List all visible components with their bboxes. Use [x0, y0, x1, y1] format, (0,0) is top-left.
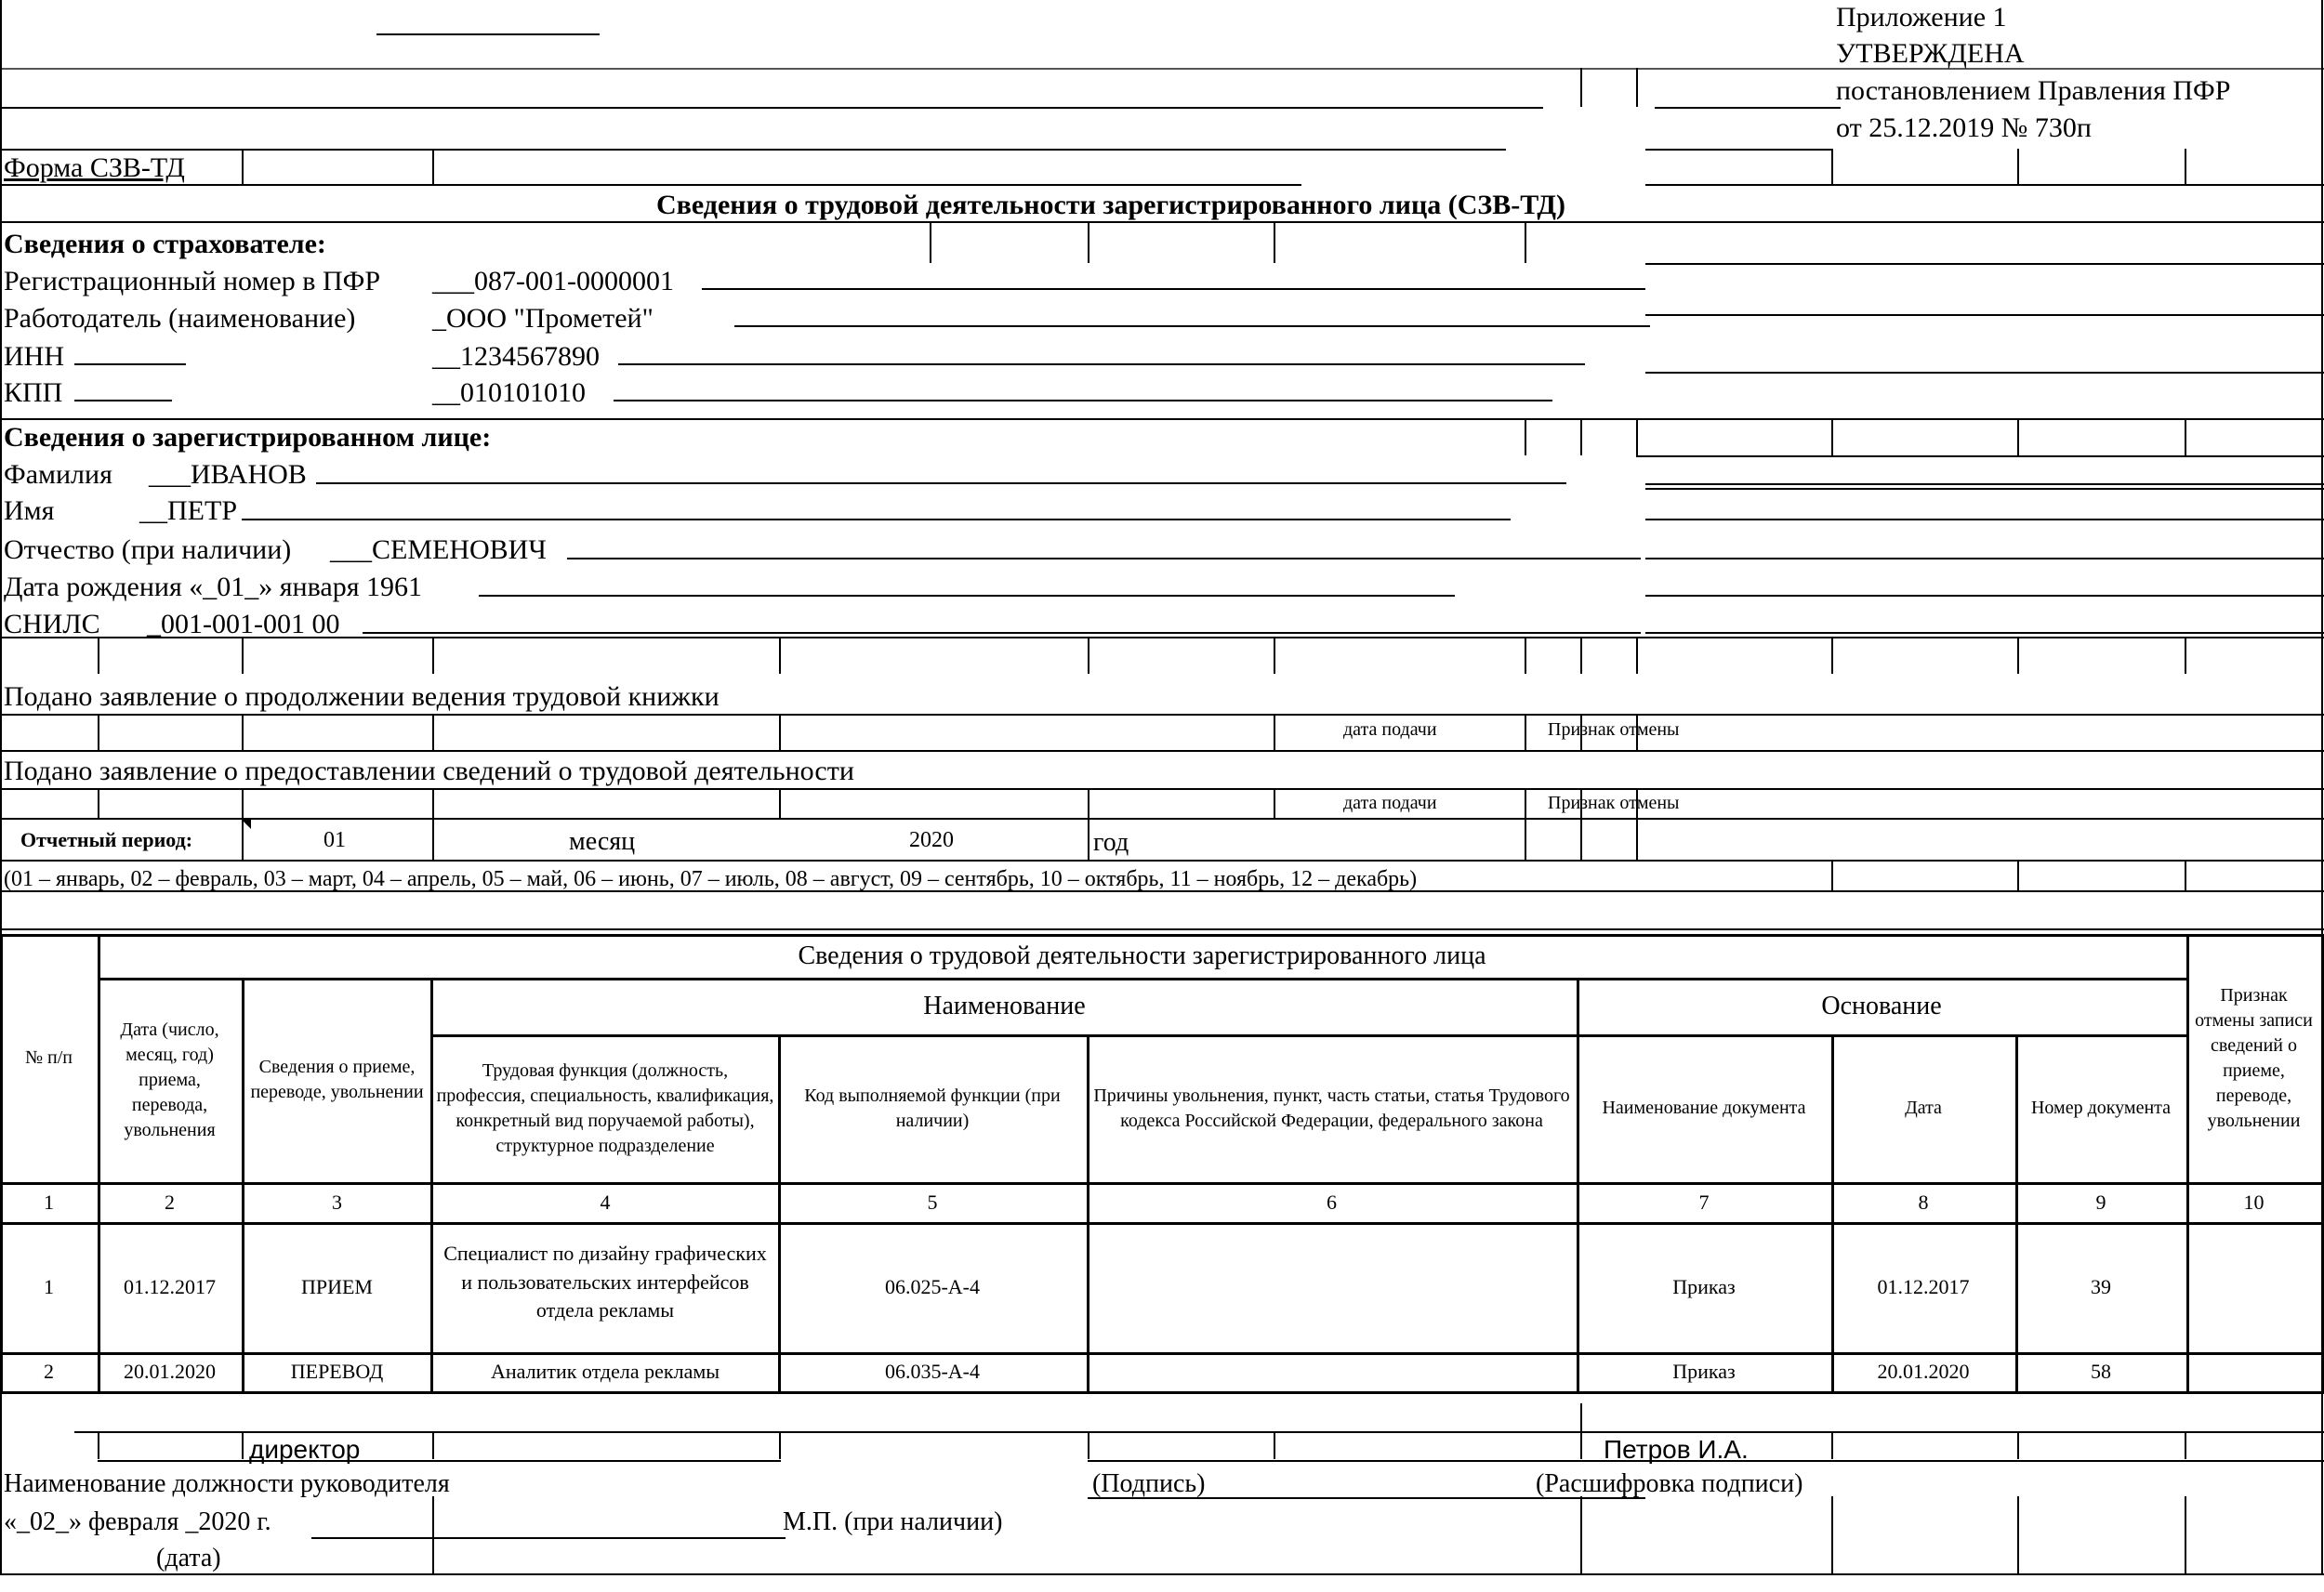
row-2-no: 2 [44, 1360, 54, 1384]
form-code: Форма СЗВ-ТД [4, 152, 185, 183]
row-2-doc-name: Приказ [1672, 1360, 1736, 1384]
col-header-function: Трудовая функция (должность, профессия, специальность, квалификация, конкретный вид поручаемой работы), структурное подразделение [436, 1059, 774, 1156]
col-header-cancel: Признак отмены записи сведений о приеме, переводе, увольнении [2195, 984, 2313, 1131]
row-1-cancel [2186, 1222, 2321, 1352]
col-header-code: Код выполняемой функции (при наличии) [804, 1085, 1061, 1131]
employer-label: Работодатель (наименование) [4, 303, 356, 334]
row-1-doc-no: 39 [2091, 1275, 2111, 1299]
col-number: 9 [2095, 1190, 2106, 1214]
col-header-date: Дата (число, месяц, год) приема, перевода, увольнения [120, 1019, 219, 1140]
submit-date-label-1: дата подачи [1343, 719, 1437, 740]
col-number: 8 [1918, 1190, 1929, 1214]
snils-label: СНИЛС [4, 609, 100, 639]
kpp-label: КПП [4, 377, 63, 408]
row-2-doc-date: 20.01.2020 [1877, 1360, 1970, 1384]
col-number: 6 [1327, 1190, 1337, 1214]
signing-date: «_02_» февраля _2020 г. [4, 1507, 271, 1536]
row-1-doc-name: Приказ [1672, 1275, 1736, 1299]
signer-name-value: Петров И.А. [1604, 1435, 1749, 1464]
col-number: 7 [1698, 1190, 1710, 1214]
annex-label: Приложение 1 [1836, 2, 2007, 33]
row-1-code: 06.025-А-4 [884, 1275, 981, 1299]
surname-value: ___ИВАНОВ [149, 459, 307, 490]
stamp-label: М.П. (при наличии) [783, 1507, 1003, 1536]
surname-label: Фамилия [4, 459, 112, 490]
basis-group-header: Основание [1821, 991, 1942, 1020]
period-month-value: 01 [324, 828, 346, 852]
col-number: 3 [332, 1190, 342, 1214]
name-value: __ПЕТР [139, 495, 237, 526]
birth-date: Дата рождения «_01_» января 1961 [4, 572, 422, 602]
submit-date-label-2: дата подачи [1343, 793, 1437, 813]
approved-label: УТВЕРЖДЕНА [1836, 38, 2025, 69]
col-header-doc-no: Номер документа [2030, 1098, 2172, 1118]
person-heading: Сведения о зарегистрированном лице: [4, 422, 492, 453]
row-2-event: ПЕРЕВОД [290, 1360, 384, 1384]
row-2-function: Аналитик отдела рекламы [490, 1360, 720, 1384]
row-1-reasons [1087, 1222, 1577, 1352]
col-header-doc-name: Наименование документа [1602, 1098, 1806, 1118]
row-2-code: 06.035-А-4 [884, 1360, 981, 1384]
kpp-value: __010101010 [432, 377, 586, 408]
col-number: 4 [600, 1190, 611, 1214]
date-caption: (дата) [156, 1544, 221, 1572]
table-group-title: Сведения о трудовой деятельности зарегистрированного лица [798, 941, 1486, 970]
period-year-label: год [1093, 828, 1129, 857]
period-year-value: 2020 [909, 828, 954, 852]
form-title: Сведения о трудовой деятельности зарегистрированного лица (СЗВ-ТД) [656, 190, 1565, 220]
col-number: 10 [2243, 1190, 2265, 1214]
name-label: Имя [4, 495, 55, 526]
col-number: 5 [927, 1190, 938, 1214]
continue-book-application: Подано заявление о продолжении ведения трудовой книжки [4, 681, 720, 712]
inn-value: __1234567890 [432, 341, 600, 372]
col-header-event: Сведения о приеме, переводе, увольнении [250, 1057, 424, 1102]
row-1-event: ПРИЕМ [300, 1275, 373, 1299]
col-header-doc-date: Дата [1905, 1098, 1942, 1118]
reg-number-value: ___087-001-0000001 [432, 266, 674, 296]
name-group-header: Наименование [923, 991, 1086, 1020]
employer-value: _ООО "Прометей" [432, 303, 654, 334]
snils-value: _001-001-001 00 [147, 609, 340, 639]
reg-number-label: Регистрационный номер в ПФР [4, 266, 380, 296]
period-month-label: месяц [569, 827, 636, 856]
inn-label: ИНН [4, 341, 64, 372]
period-label: Отчетный период: [20, 828, 193, 851]
row-2-doc-no: 58 [2091, 1360, 2111, 1384]
insurer-heading: Сведения о страхователе: [4, 229, 326, 259]
cancel-flag-label-2: Признак отмены [1548, 793, 1680, 813]
signature-label: (Подпись) [1092, 1469, 1206, 1498]
patronymic-label: Отчество (при наличии) [4, 534, 292, 565]
month-codes-legend: (01 – январь, 02 – февраль, 03 – март, 04 – апрель, 05 – май, 06 – июнь, 07 – июль, 08 – август, 09 – сентябрь, 10 – октябрь, 11 – ноябрь, 12 – декабрь) [4, 867, 1418, 891]
provide-info-application: Подано заявление о предоставлении сведений о трудовой деятельности [4, 756, 854, 786]
director-position-value: директор [249, 1435, 361, 1464]
col-header-no: № п/п [24, 1047, 73, 1068]
row-2-reasons [1087, 1352, 1577, 1391]
decree-label: постановлением Правления ПФР [1836, 75, 2231, 106]
row-1-no: 1 [44, 1275, 54, 1299]
cancel-flag-label-1: Признак отмены [1548, 719, 1680, 740]
col-number: 2 [165, 1190, 175, 1214]
col-number: 1 [44, 1190, 54, 1214]
signature-decoding-label: (Расшифровка подписи) [1536, 1469, 1803, 1498]
row-2-date: 20.01.2020 [124, 1360, 216, 1384]
row-1-function: Специалист по дизайну графических и пользовательских интерфейсов отдела рекламы [443, 1241, 767, 1322]
row-1-date: 01.12.2017 [124, 1275, 216, 1299]
position-label: Наименование должности руководителя [4, 1469, 450, 1498]
decree-date-number: от 25.12.2019 № 730п [1836, 112, 2092, 143]
comment-marker [242, 820, 251, 829]
row-1-doc-date: 01.12.2017 [1877, 1275, 1970, 1299]
patronymic-value: ___СЕМЕНОВИЧ [330, 534, 547, 565]
row-2-cancel [2186, 1352, 2321, 1391]
col-header-reasons: Причины увольнения, пункт, часть статьи, статья Трудового кодекса Российской Федерации, федерального закона [1093, 1085, 1570, 1131]
